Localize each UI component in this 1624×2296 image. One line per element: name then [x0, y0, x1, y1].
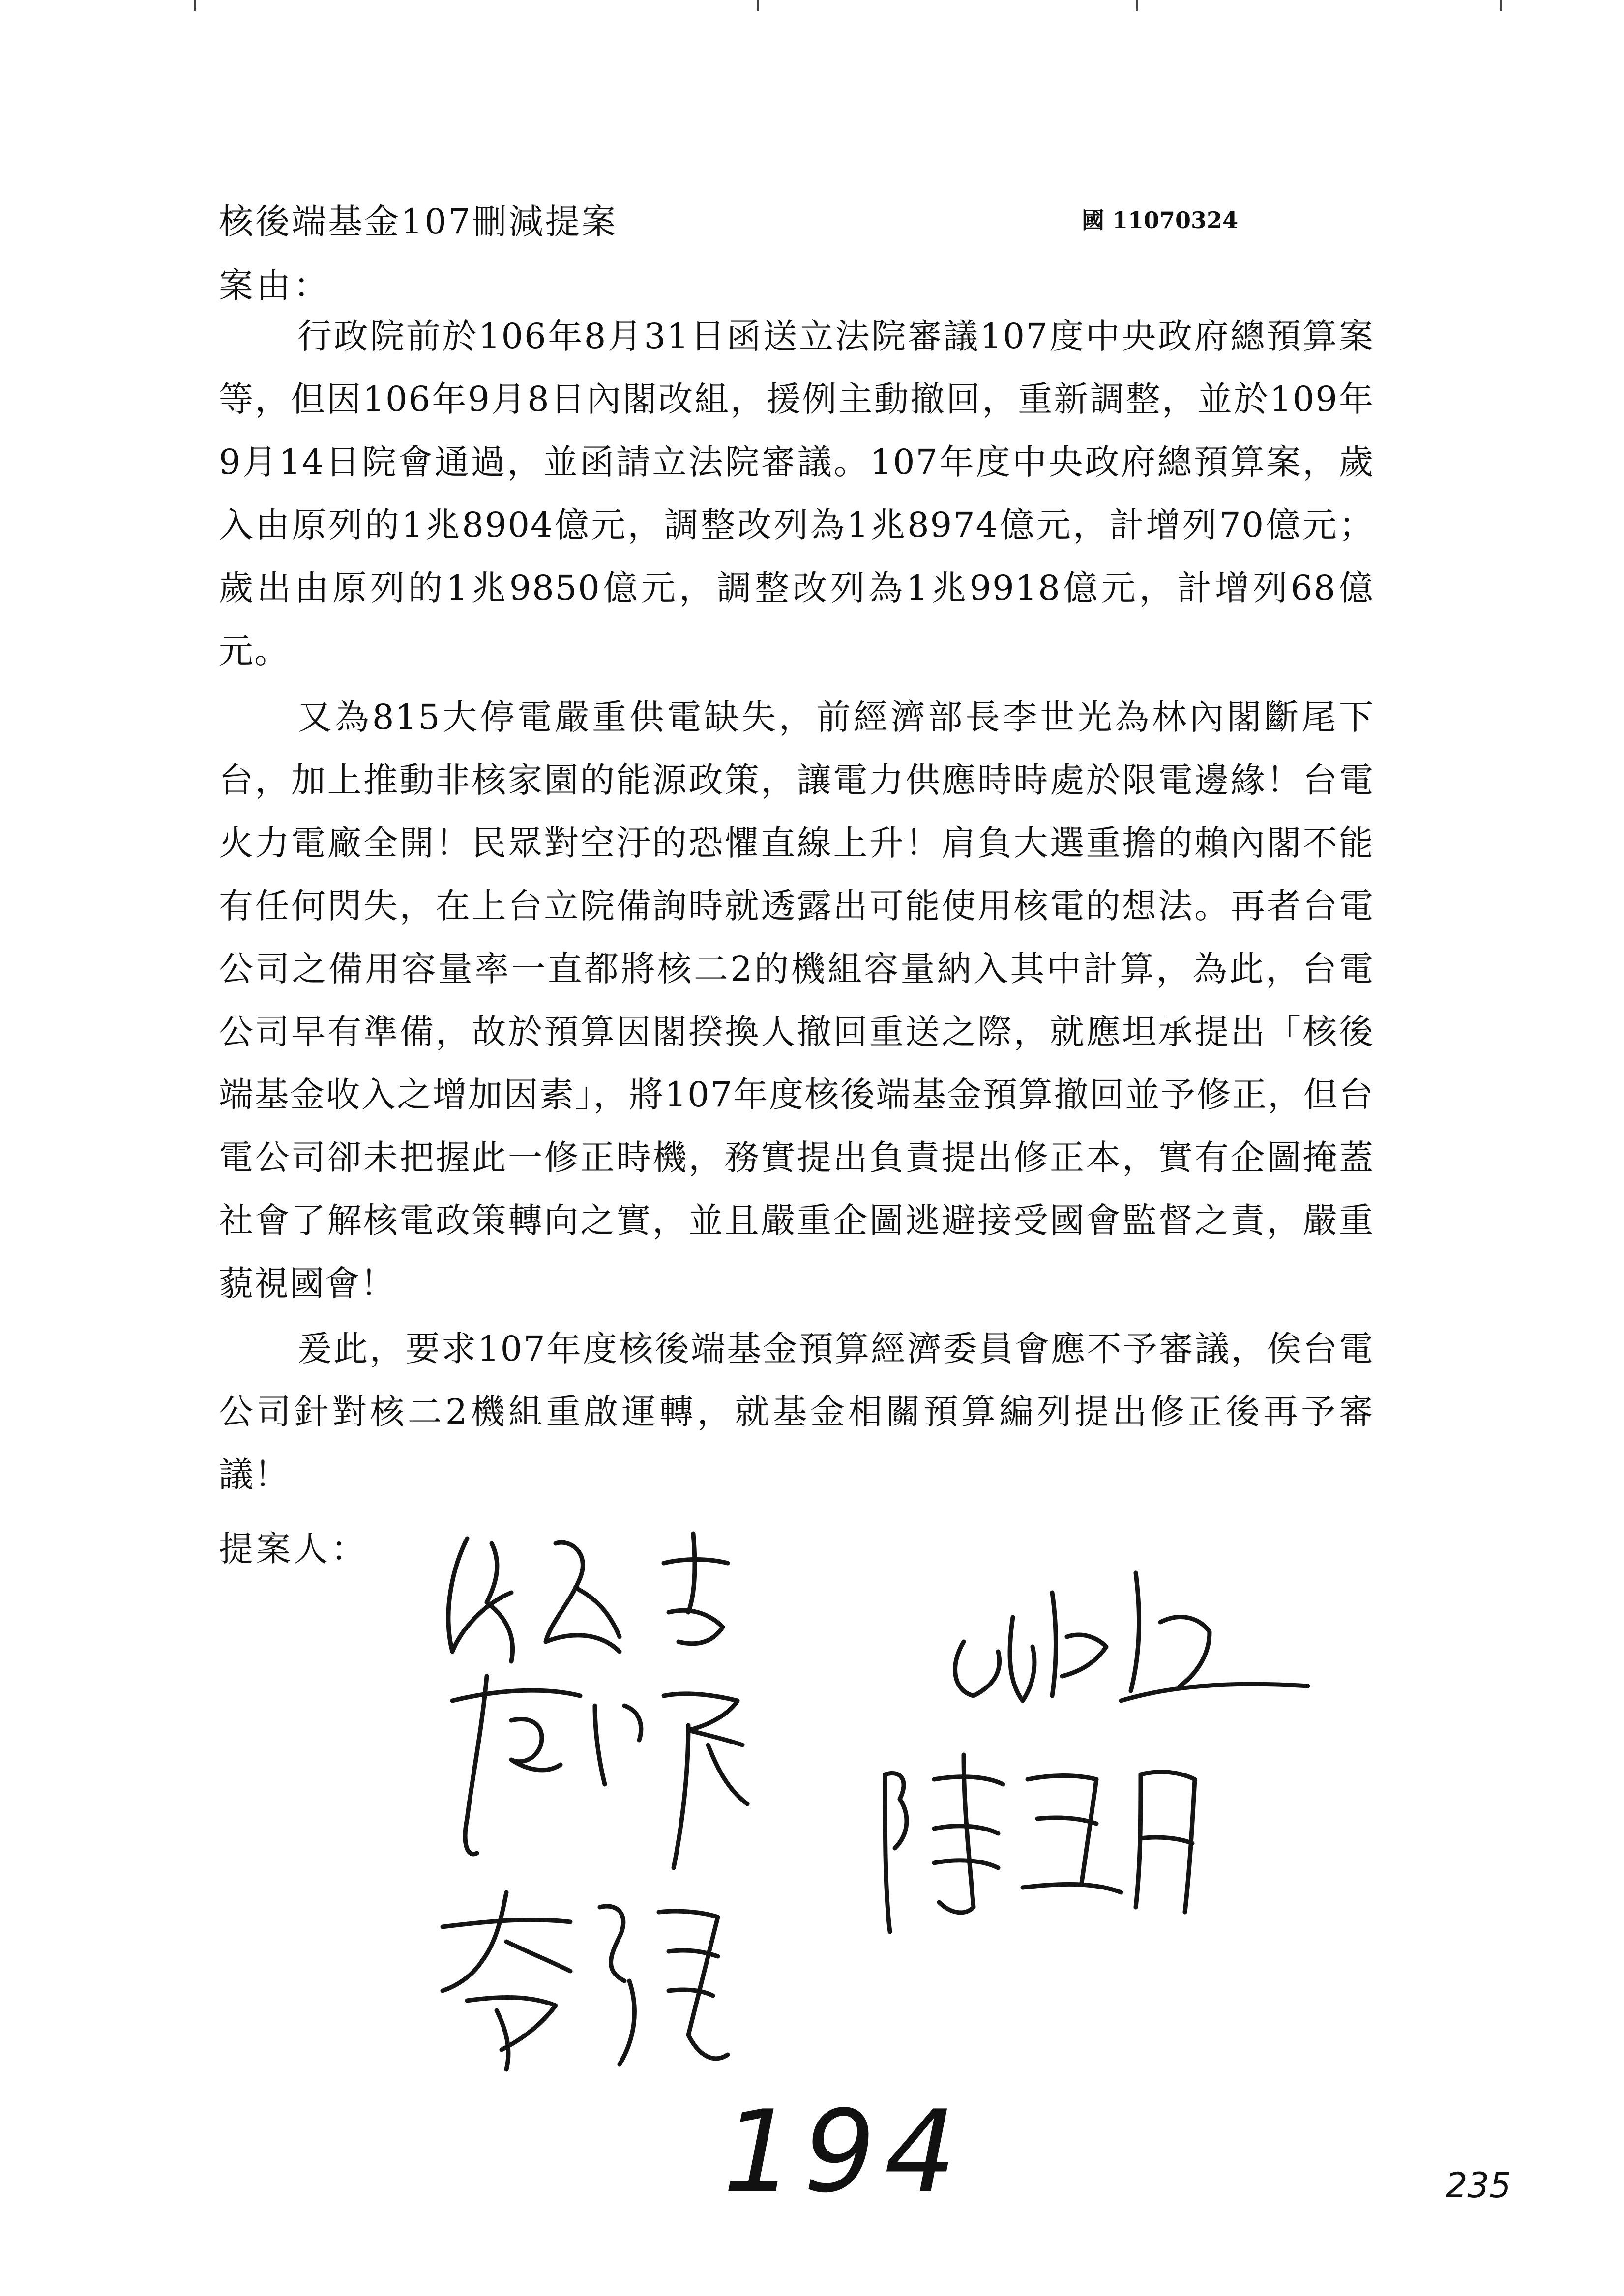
paragraph-3: 爰此，要求107年度核後端基金預算經濟委員會應不予審議，俟台電公司針對核二2機組重啟運轉，就基金相關預算編列提出修正後再予審議！ [219, 1329, 1374, 1495]
reason-heading: 案由： [219, 265, 331, 306]
proposer-label: 提案人： [219, 1529, 368, 1569]
scan-top-edge-marks [0, 0, 1624, 20]
paragraph-1: 行政院前於106年8月31日函送立法院審議107度中央政府總預算案等，但因106年9月8日內閣改組，援例主動撤回，重新調整，並於109年9月14日院會通過，並函請立法院審議。107年度中央政府總預算案，歲入由原列的1兆8904億元，調整改列為1兆8974億元，計增列70億元；歲出由原列的1兆9850億元，調整改列為1兆9918億元，計增列68億元。 [219, 316, 1374, 671]
paragraph-2: 又為815大停電嚴重供電缺失，前經濟部長李世光為林內閣斷尾下台，加上推動非核家園的能源政策，讓電力供應時時處於限電邊緣！台電火力電廠全開！民眾對空汙的恐懼直線上升！肩負大選重擔的賴內閣不能有任何閃失，在上台立院備詢時就透露出可能使用核電的想法。再者台電公司之備用容量率一直都將核二2的機組容量納入其中計算，為此，台電公司早有準備，故於預算因閣揆換人撤回重送之際，就應坦承提出「核後端基金收入之增加因素」，將107年度核後端基金預算撤回並予修正，但台電公司卻未把握此一修正時機，務實提出負責提出修正本，實有企圖掩蓋社會了解核電政策轉向之實，並且嚴重企圖逃避接受國會監督之責，嚴重藐視國會！ [219, 697, 1374, 1304]
handwritten-page-number: 194 [723, 2087, 965, 2218]
document-title: 核後端基金107刪減提案 [219, 202, 618, 242]
document-number: 國 11070324 [1082, 207, 1239, 233]
handwritten-corner-mark: 235 [1446, 2165, 1511, 2206]
